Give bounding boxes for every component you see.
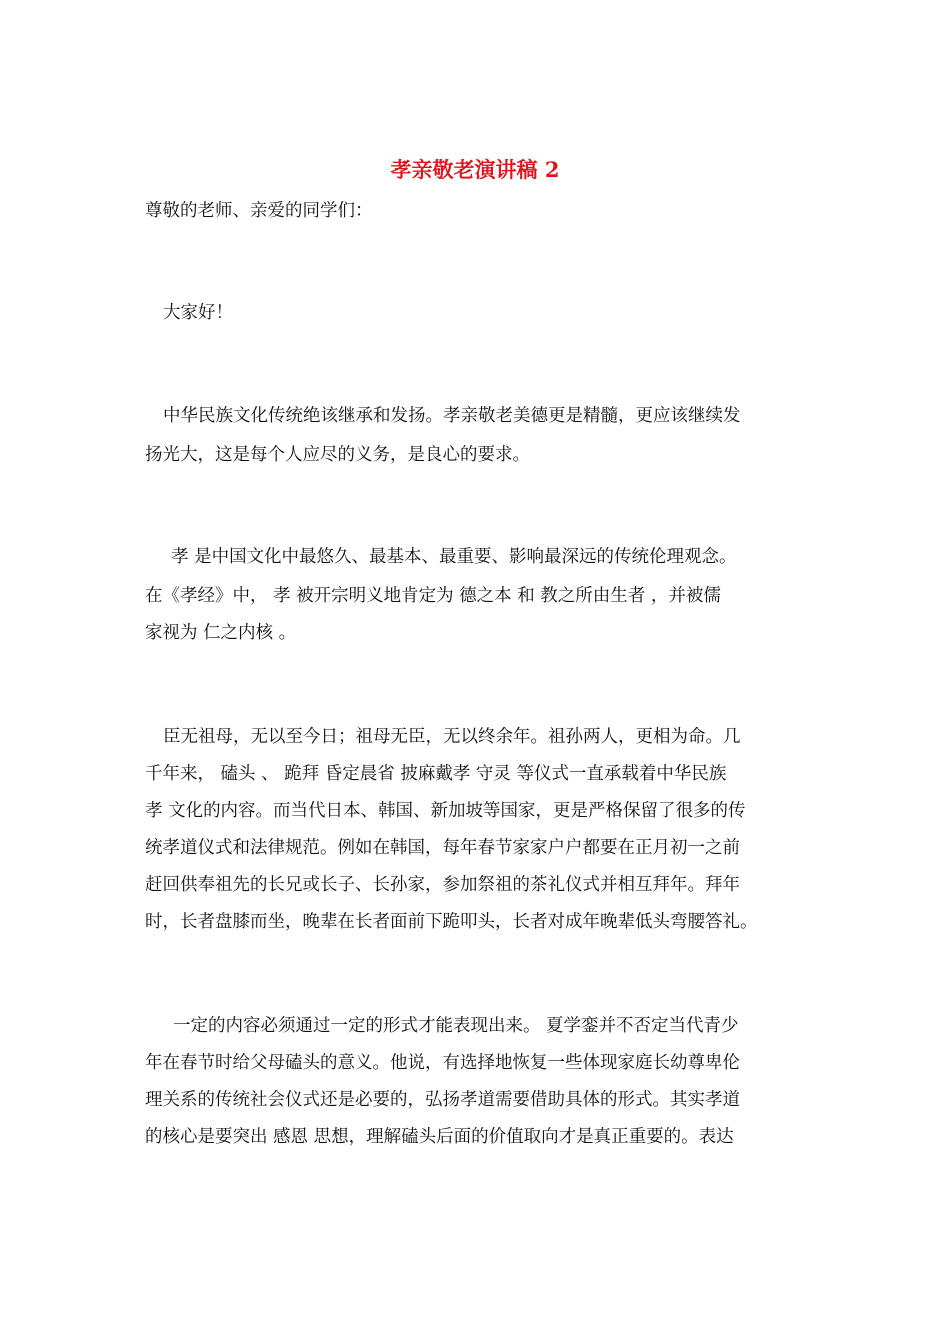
paragraph-3-line-4: 统孝道仪式和法律规范。例如在韩国，每年春节家家户户都要在正月初一之前 [145,838,740,858]
salutation: 尊敬的老师、亲爱的同学们： [145,201,373,221]
paragraph-4-line-3: 理关系的传统社会仪式还是必要的，弘扬孝道需要借助具体的形式。其实孝道 [145,1090,740,1110]
paragraph-3-line-1: 臣无祖母，无以至今日；祖母无臣，无以终余年。祖孙两人，更相为命。几 [163,727,741,747]
paragraph-2-line-2: 在《孝经》中， 孝 被开宗明义地肯定为 德之本 和 教之所由生者 ，并被儒 [145,586,721,606]
paragraph-2-line-3: 家视为 仁之内核 。 [145,623,297,643]
paragraph-2-line-1: 孝 是中国文化中最悠久、最基本、最重要、影响最深远的传统伦理观念。 [171,547,737,567]
paragraph-1-line-1: 中华民族文化传统绝该继承和发扬。孝亲敬老美德更是精髓，更应该继续发 [163,406,741,426]
paragraph-4-line-1: 一定的内容必须通过一定的形式才能表现出来。 夏学銮并不否定当代青少 [173,1016,739,1036]
greeting: 大家好！ [163,303,233,323]
paragraph-4-line-4: 的核心是要突出 感恩 思想，理解磕头后面的价值取向才是真正重要的。表达 [145,1127,734,1147]
paragraph-3-line-5: 赶回供奉祖先的长兄或长子、长孙家，参加祭祖的茶礼仪式并相互拜年。拜年 [145,875,740,895]
paragraph-4-line-2: 年在春节时给父母磕头的意义。他说，有选择地恢复一些体现家庭长幼尊卑伦 [145,1053,740,1073]
paragraph-1-line-2: 扬光大，这是每个人应尽的义务，是良心的要求。 [145,445,530,465]
document-title: 孝亲敬老演讲稿 2 [390,157,560,182]
paragraph-3-line-3: 孝 文化的内容。而当代日本、韩国、新加坡等国家，更是严格保留了很多的传 [145,801,746,821]
paragraph-3-line-2: 千年来， 磕头 、 跪拜 昏定晨省 披麻戴孝 守灵 等仪式一直承载着中华民族 [145,764,727,784]
paragraph-3-line-6: 时，长者盘膝而坐，晚辈在长者面前下跪叩头，长者对成年晚辈低头弯腰答礼。 [145,912,758,932]
